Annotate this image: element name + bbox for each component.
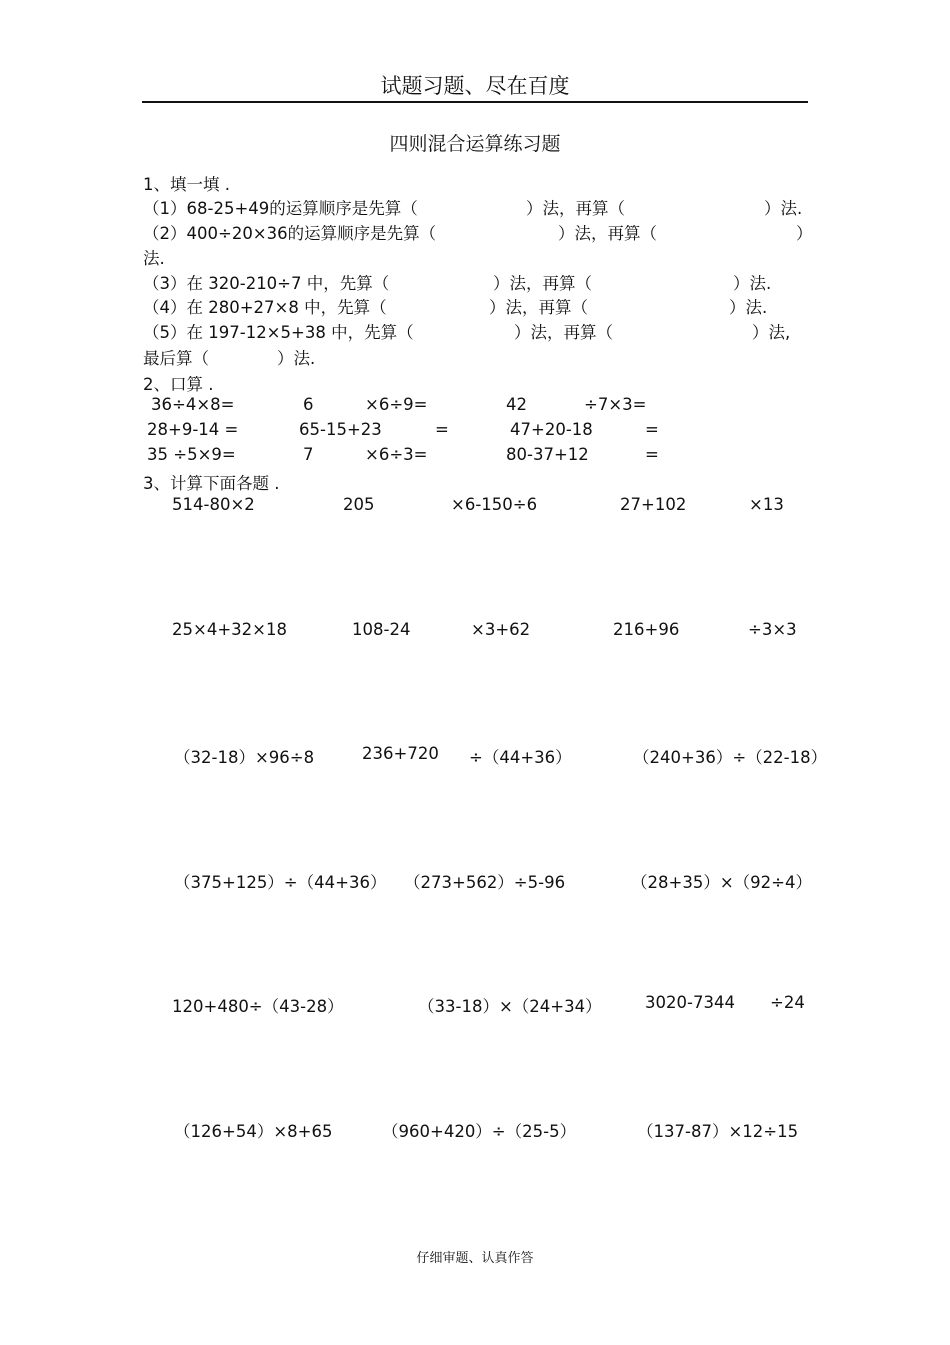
problem-item: （960+420）÷（25-5） — [382, 1122, 577, 1141]
page-title: 四则混合运算练习题 — [389, 133, 561, 155]
q5-part-b: ）法，再算（ — [514, 323, 613, 342]
problem-item: （375+125）÷（44+36） — [174, 873, 387, 892]
q5-part-a: （5）在 197-12×5+38 中，先算（ — [143, 323, 414, 342]
problem-item: ×3+62 — [471, 620, 531, 639]
oral-item: 47+20-18 — [510, 420, 593, 439]
problem-item: 216+96 — [613, 620, 680, 639]
problem-item: （240+36）÷（22-18） — [633, 748, 828, 767]
page-footer: 仔细审题、认真作答 — [416, 1251, 534, 1266]
q4-part-c: ）法. — [729, 298, 768, 317]
oral-item: = — [435, 420, 449, 439]
problem-item: （126+54）×8+65 — [174, 1122, 333, 1141]
q1-part-b: ）法，再算（ — [526, 199, 625, 218]
header-divider — [142, 101, 808, 103]
problem-item: 3020-7344 — [645, 993, 735, 1012]
section2-heading: 2、口算 . — [143, 375, 214, 394]
q2-part-d: 法. — [143, 249, 165, 268]
q3-part-a: （3）在 320-210÷7 中，先算（ — [143, 274, 390, 293]
problem-item: ÷24 — [770, 993, 805, 1012]
oral-item: 42 — [506, 395, 527, 414]
q2-part-b: ）法，再算（ — [558, 224, 657, 243]
problem-item: 205 — [343, 495, 375, 514]
q1-part-c: ）法. — [764, 199, 803, 218]
problem-item: 120+480÷（43-28） — [172, 997, 344, 1016]
problem-item: ÷3×3 — [748, 620, 797, 639]
problem-item: 108-24 — [352, 620, 411, 639]
problem-item: （33-18）×（24+34） — [418, 997, 602, 1016]
q3-part-c: ）法. — [733, 274, 772, 293]
problem-item: ÷（44+36） — [469, 748, 572, 767]
q5-part-d: 最后算（ — [143, 349, 209, 368]
problem-item: （137-87）×12÷15 — [637, 1122, 799, 1141]
q2-part-a: （2）400÷20×36的运算顺序是先算（ — [143, 224, 437, 243]
q5-part-c: ）法, — [752, 323, 791, 342]
problem-item: ×13 — [749, 495, 784, 514]
q2-part-c: ） — [796, 224, 813, 243]
oral-item: 7 — [303, 445, 314, 464]
oral-item: ×6÷9= — [365, 395, 428, 414]
problem-item: 236+720 — [362, 744, 439, 763]
oral-item: ×6÷3= — [365, 445, 428, 464]
page-header: 试题习题、尽在百度 — [380, 74, 570, 98]
oral-item: = — [645, 420, 659, 439]
oral-item: 35 ÷5×9= — [147, 445, 236, 464]
problem-item: 27+102 — [620, 495, 687, 514]
oral-item: 65-15+23 — [299, 420, 382, 439]
q4-part-b: ）法，再算（ — [489, 298, 588, 317]
section3-heading: 3、计算下面各题 . — [143, 474, 280, 493]
problem-item: 25×4+32×18 — [172, 620, 287, 639]
oral-item: 6 — [303, 395, 314, 414]
problem-item: （32-18）×96÷8 — [174, 748, 315, 767]
oral-item: 80-37+12 — [506, 445, 589, 464]
problem-item: （273+562）÷5-96 — [404, 873, 566, 892]
problem-item: （28+35）×（92÷4） — [631, 873, 812, 892]
oral-item: = — [645, 445, 659, 464]
problem-item: ×6-150÷6 — [451, 495, 538, 514]
problem-item: 514-80×2 — [172, 495, 255, 514]
q4-part-a: （4）在 280+27×8 中，先算（ — [143, 298, 387, 317]
oral-item: 36÷4×8= — [151, 395, 235, 414]
oral-item: 28+9-14 = — [147, 420, 239, 439]
q1-part-a: （1）68-25+49的运算顺序是先算（ — [143, 199, 418, 218]
q5-part-e: ）法. — [277, 349, 316, 368]
section1-heading: 1、填一填 . — [143, 175, 230, 194]
q3-part-b: ）法，再算（ — [493, 274, 592, 293]
oral-item: ÷7×3= — [584, 395, 647, 414]
